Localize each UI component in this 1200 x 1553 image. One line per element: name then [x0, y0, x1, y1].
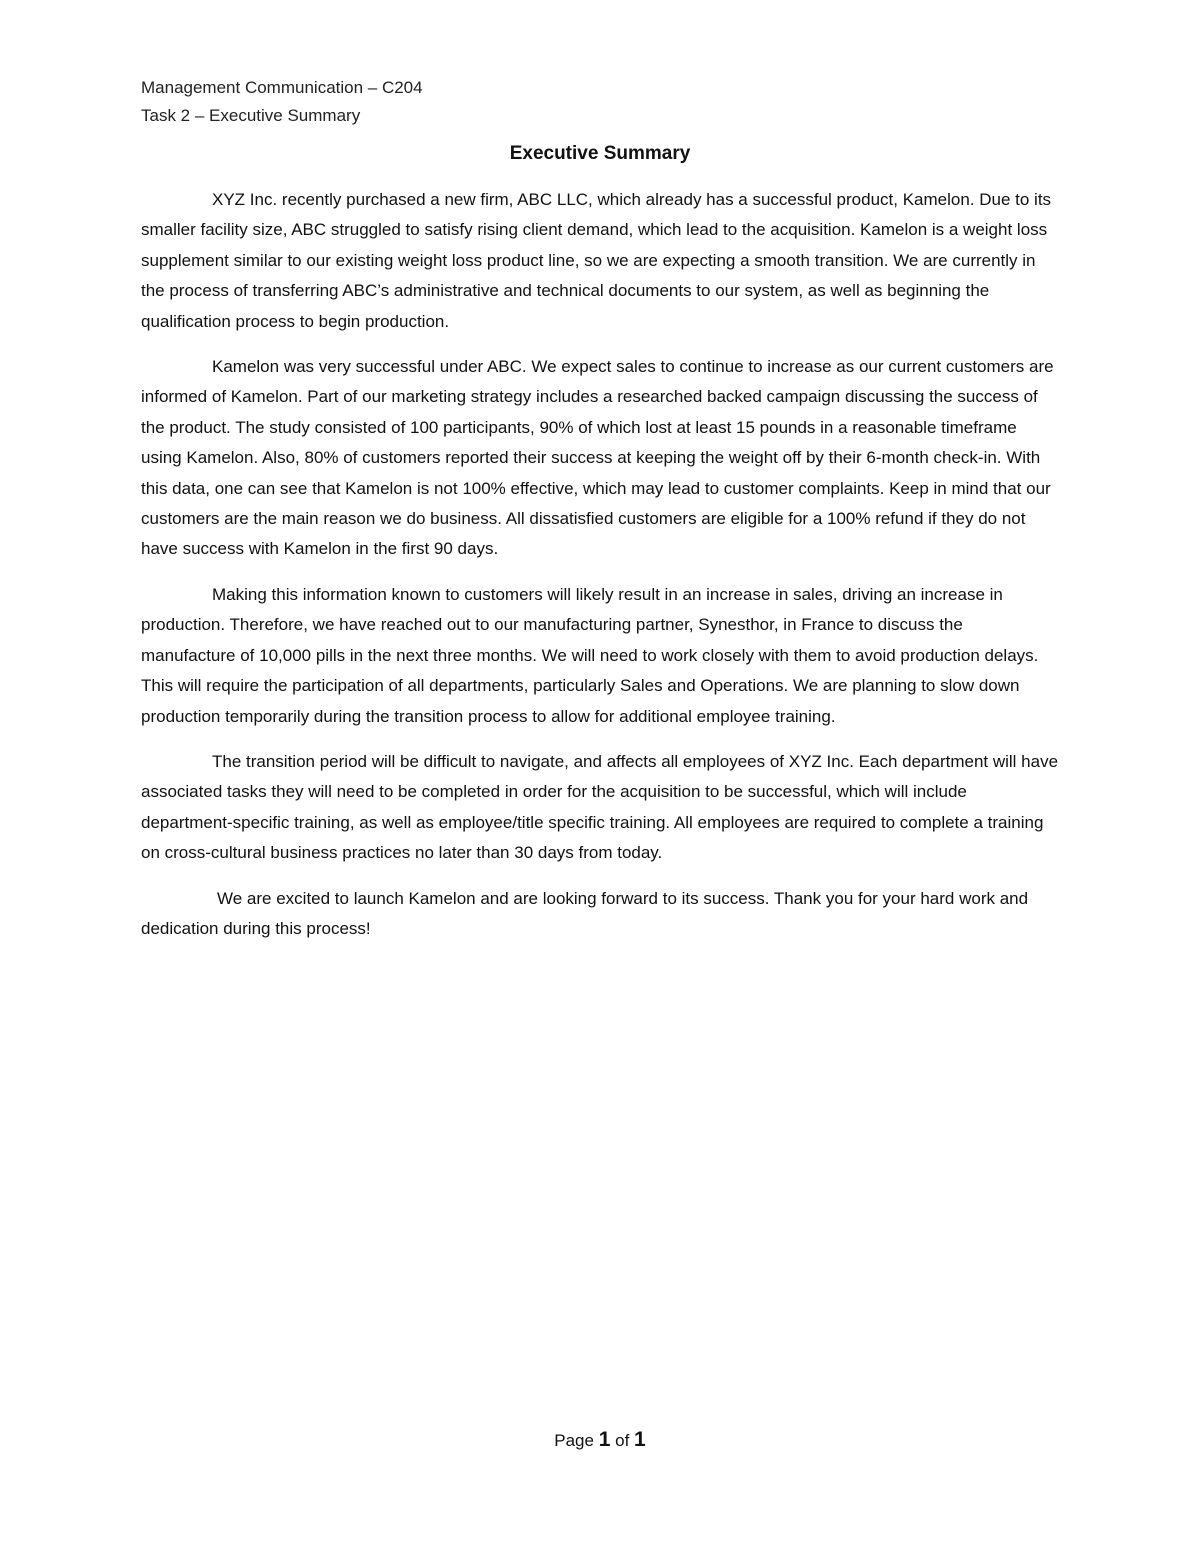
paragraph-4: The transition period will be difficult to navigate, and affects all employees of XYZ Inc. Each department will have associated tasks they will need to be completed in order for the acquisition to be successful, which will include department-specific training, as well as employee/title specific training. All employees are required to complete a training on cross-cultural business practices no later than 30 days from today.	[141, 751, 1059, 863]
document-body	[141, 185, 1061, 959]
paragraph-5: We are excited to launch Kamelon and are looking forward to its success. Thank you for your hard work and dedication during this process!	[141, 888, 1029, 938]
page-word: Page	[554, 1431, 594, 1450]
total-pages-number: 1	[634, 1428, 646, 1451]
paragraph-3: Making this information known to customers will likely result in an increase in sales, driving an increase in production. Therefore, we have reached out to our manufacturing partner, Synesthor, in France to discuss the manufacture of 10,000 pills in the next three months. We will need to work closely with them to avoid production delays. This will require the participation of all departments, particularly Sales and Operations. We are planning to slow down production temporarily during the transition process to allow for additional employee training.	[141, 584, 1039, 726]
task-line: Task 2 – Executive Summary	[141, 106, 361, 125]
current-page-number: 1	[598, 1428, 611, 1451]
document-header	[141, 74, 423, 130]
paragraph-2: Kamelon was very successful under ABC. We expect sales to continue to increase as our current customers are informed of Kamelon. Part of our marketing strategy includes a researched backed campaign discussing the success of the product. The study consisted of 100 participants, 90% of which lost at least 15 pounds in a reasonable timeframe using Kamelon. Also, 80% of customers reported their success at keeping the weight off by their 6-month check-in. With this data, one can see that Kamelon is not 100% effective, which may lead to customer complaints. Keep in mind that our customers are the main reason we do business. All dissatisfied customers are eligible for a 100% refund if they do not have success with Kamelon in the first 90 days.	[141, 357, 1054, 559]
of-word: of	[615, 1431, 630, 1450]
paragraph-1: XYZ Inc. recently purchased a new firm, ABC LLC, which already has a successful product, Kamelon. Due to its smaller facility size, ABC struggled to satisfy rising client demand, which lead to the acquisition. Kamelon is a weight loss supplement similar to our existing weight loss product line, so we are expecting a smooth transition. We are currently in the process of transferring ABC’s administrative and technical documents to our system, as well as beginning the qualification process to begin production.	[141, 190, 1052, 331]
document-title: Executive Summary	[509, 143, 691, 164]
page-footer	[0, 1428, 1200, 1452]
course-line: Management Communication – C204	[141, 78, 423, 97]
